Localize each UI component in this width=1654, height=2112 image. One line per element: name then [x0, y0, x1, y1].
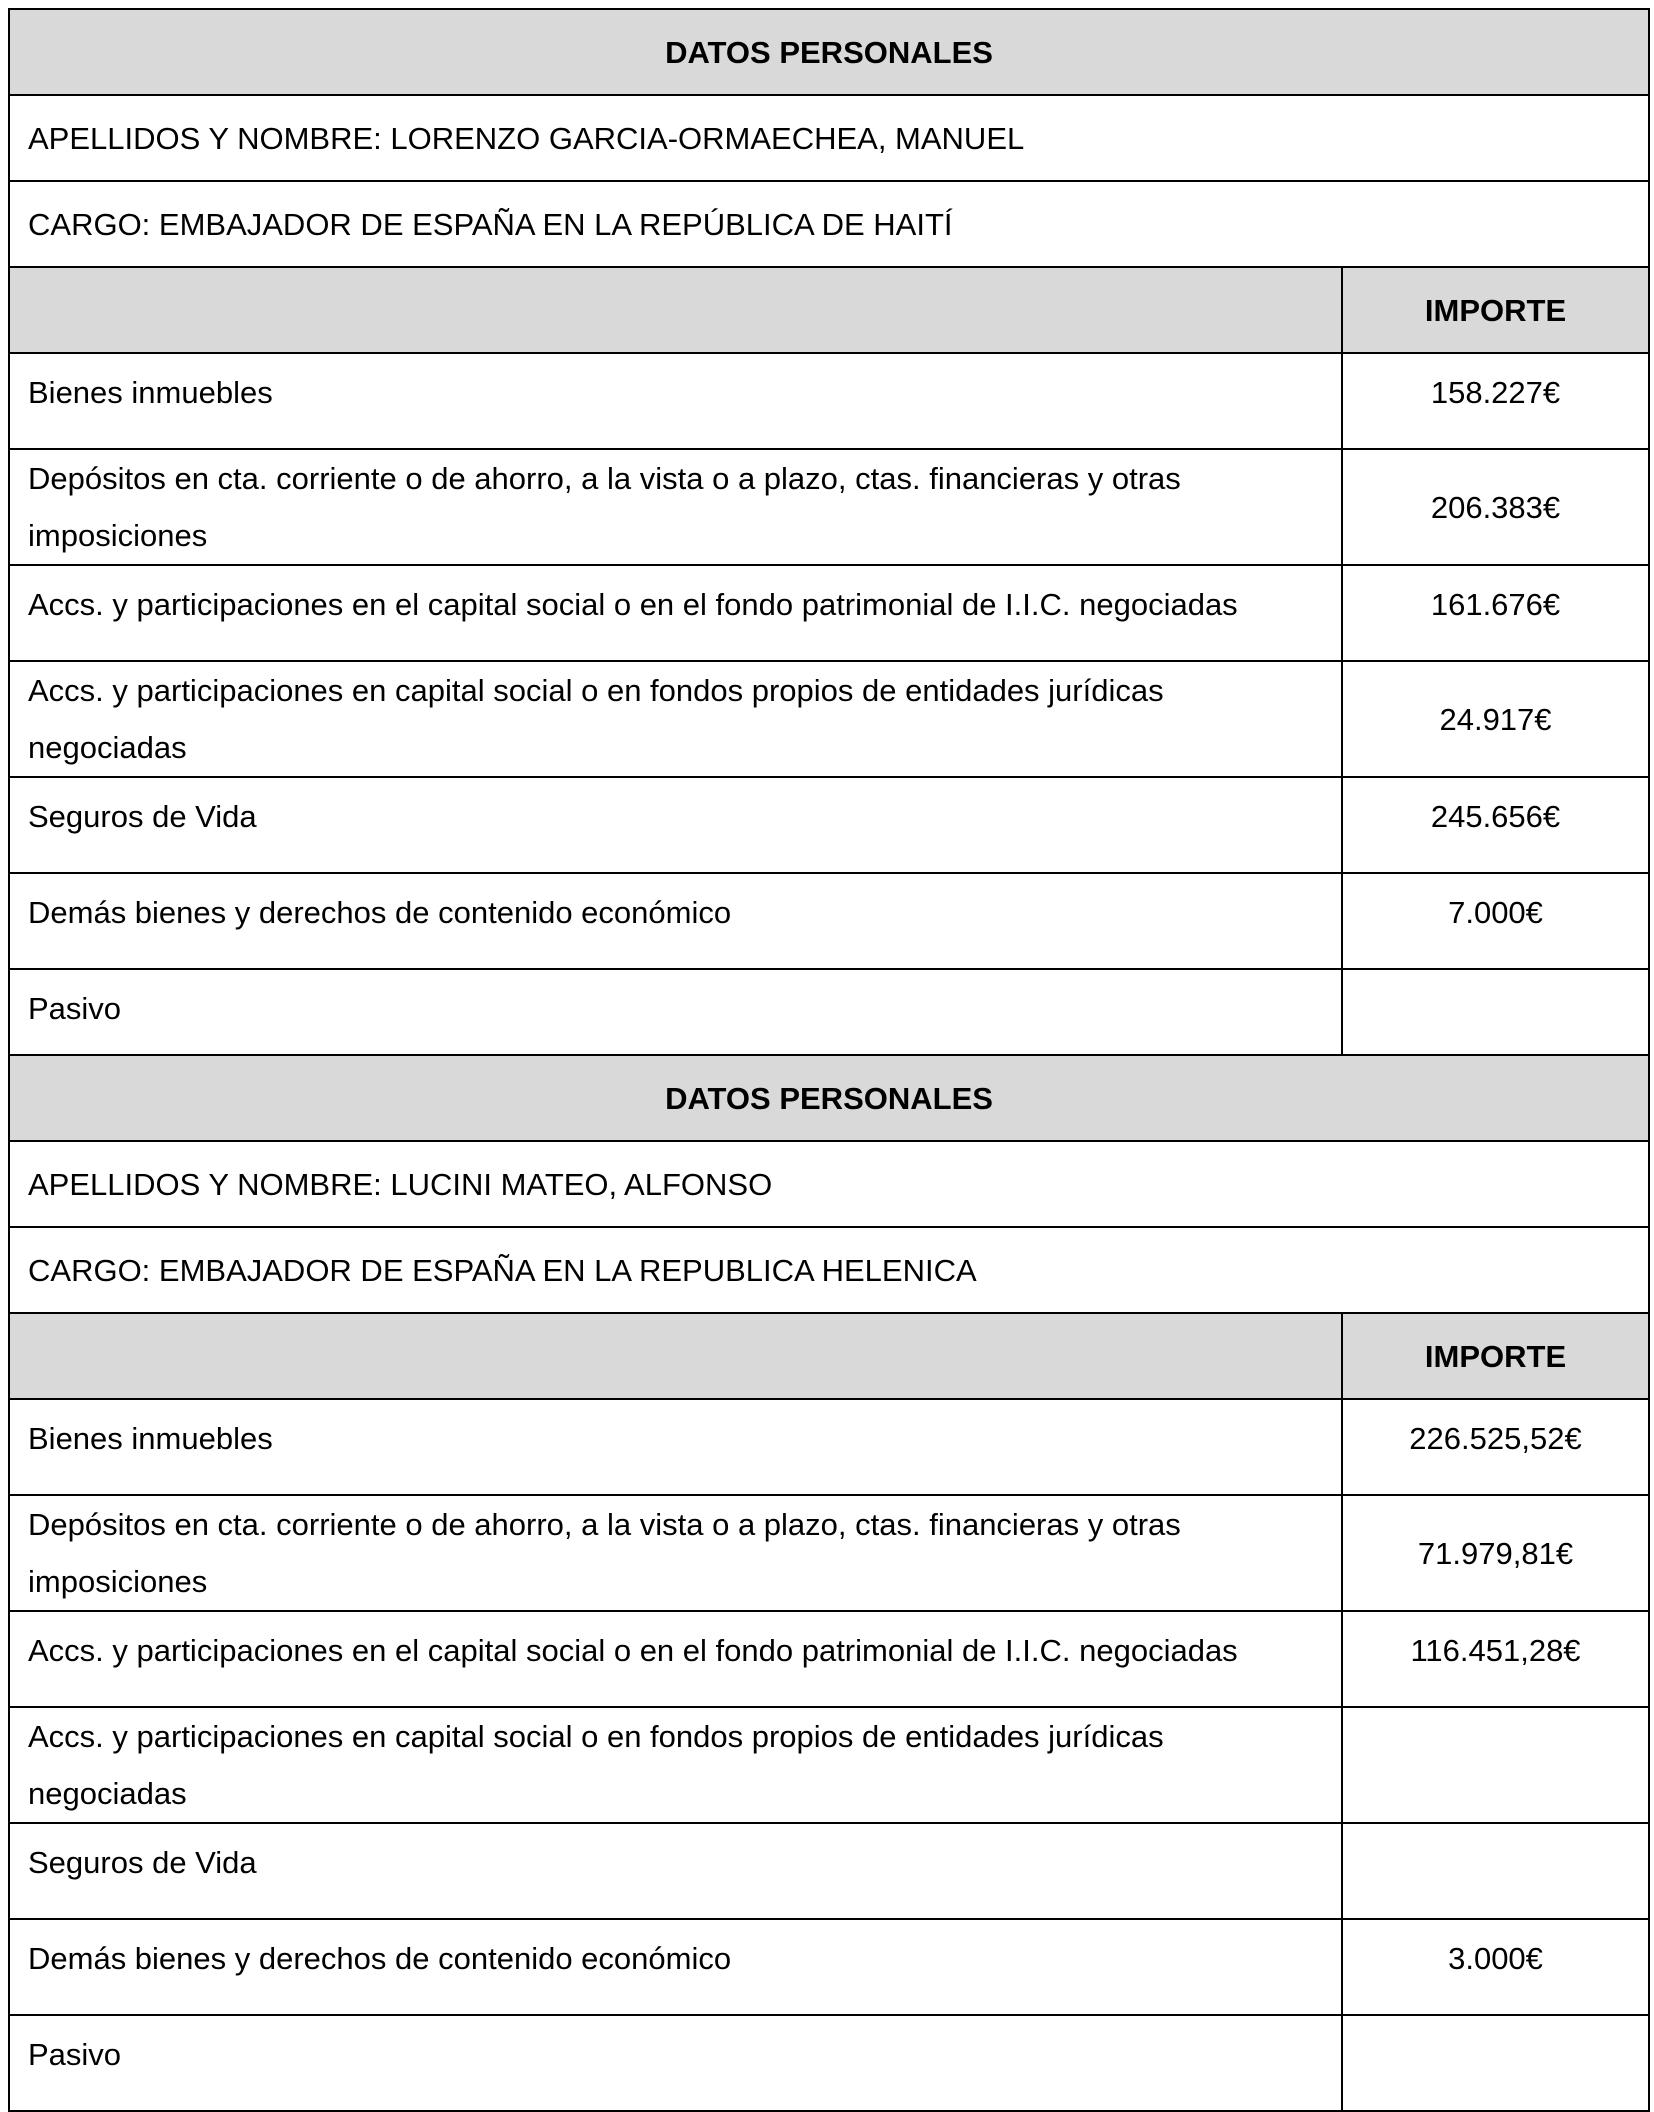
name-row — [9, 95, 1649, 181]
amount-cell: 226.525,52€ — [1342, 1399, 1649, 1495]
amount-cell — [1342, 969, 1649, 1065]
section-title: DATOS PERSONALES — [9, 1055, 1649, 1141]
table-row — [9, 777, 1649, 873]
amount-cell — [1342, 1707, 1649, 1823]
concept-cell: Depósitos en cta. corriente o de ahorro, a la vista o a plazo, ctas. financieras y otras imposiciones — [9, 1495, 1342, 1611]
table-row — [9, 661, 1649, 777]
amount-header: IMPORTE — [1342, 1313, 1649, 1399]
amount-header-row — [9, 267, 1649, 353]
amount-cell: 161.676€ — [1342, 565, 1649, 661]
amount-cell: 116.451,28€ — [1342, 1611, 1649, 1707]
table-row — [9, 353, 1649, 449]
cargo-row — [9, 181, 1649, 267]
concept-cell: Seguros de Vida — [9, 1823, 1342, 1919]
concept-cell: Accs. y participaciones en capital social o en fondos propios de entidades jurídicas negociadas — [9, 1707, 1342, 1823]
declaration-table-1 — [8, 8, 1650, 1066]
name-line: APELLIDOS Y NOMBRE: LORENZO GARCIA-ORMAECHEA, MANUEL — [9, 95, 1649, 181]
amount-cell: 245.656€ — [1342, 777, 1649, 873]
concept-cell: Depósitos en cta. corriente o de ahorro, a la vista o a plazo, ctas. financieras y otras imposiciones — [9, 449, 1342, 565]
table-row — [9, 1707, 1649, 1823]
amount-cell: 7.000€ — [1342, 873, 1649, 969]
table-row — [9, 969, 1649, 1065]
table-row — [9, 1823, 1649, 1919]
concept-cell: Bienes inmuebles — [9, 1399, 1342, 1495]
table-row — [9, 1495, 1649, 1611]
declaration-table-2 — [8, 1054, 1650, 2112]
amount-cell: 71.979,81€ — [1342, 1495, 1649, 1611]
amount-header: IMPORTE — [1342, 267, 1649, 353]
concept-header-cell — [9, 267, 1342, 353]
amount-cell: 158.227€ — [1342, 353, 1649, 449]
table-row — [9, 1399, 1649, 1495]
section-title-row — [9, 1055, 1649, 1141]
section-title: DATOS PERSONALES — [9, 9, 1649, 95]
concept-cell: Bienes inmuebles — [9, 353, 1342, 449]
amount-cell — [1342, 1823, 1649, 1919]
table-row — [9, 1611, 1649, 1707]
amount-cell: 3.000€ — [1342, 1919, 1649, 2015]
section-title-row — [9, 9, 1649, 95]
cargo-line: CARGO: EMBAJADOR DE ESPAÑA EN LA REPUBLICA HELENICA — [9, 1227, 1649, 1313]
concept-cell: Accs. y participaciones en el capital social o en el fondo patrimonial de I.I.C. negociadas — [9, 565, 1342, 661]
table-row — [9, 449, 1649, 565]
concept-cell: Accs. y participaciones en el capital social o en el fondo patrimonial de I.I.C. negociadas — [9, 1611, 1342, 1707]
concept-cell: Seguros de Vida — [9, 777, 1342, 873]
concept-cell: Pasivo — [9, 2015, 1342, 2111]
table-row — [9, 565, 1649, 661]
amount-cell: 24.917€ — [1342, 661, 1649, 777]
amount-cell — [1342, 2015, 1649, 2111]
concept-cell: Pasivo — [9, 969, 1342, 1065]
concept-cell: Accs. y participaciones en capital social o en fondos propios de entidades jurídicas negociadas — [9, 661, 1342, 777]
concept-cell: Demás bienes y derechos de contenido económico — [9, 1919, 1342, 2015]
cargo-line: CARGO: EMBAJADOR DE ESPAÑA EN LA REPÚBLICA DE HAITÍ — [9, 181, 1649, 267]
concept-header-cell — [9, 1313, 1342, 1399]
cargo-row — [9, 1227, 1649, 1313]
amount-cell: 206.383€ — [1342, 449, 1649, 565]
table-row — [9, 1919, 1649, 2015]
table-row — [9, 2015, 1649, 2111]
name-row — [9, 1141, 1649, 1227]
concept-cell: Demás bienes y derechos de contenido económico — [9, 873, 1342, 969]
amount-header-row — [9, 1313, 1649, 1399]
name-line: APELLIDOS Y NOMBRE: LUCINI MATEO, ALFONSO — [9, 1141, 1649, 1227]
table-row — [9, 873, 1649, 969]
